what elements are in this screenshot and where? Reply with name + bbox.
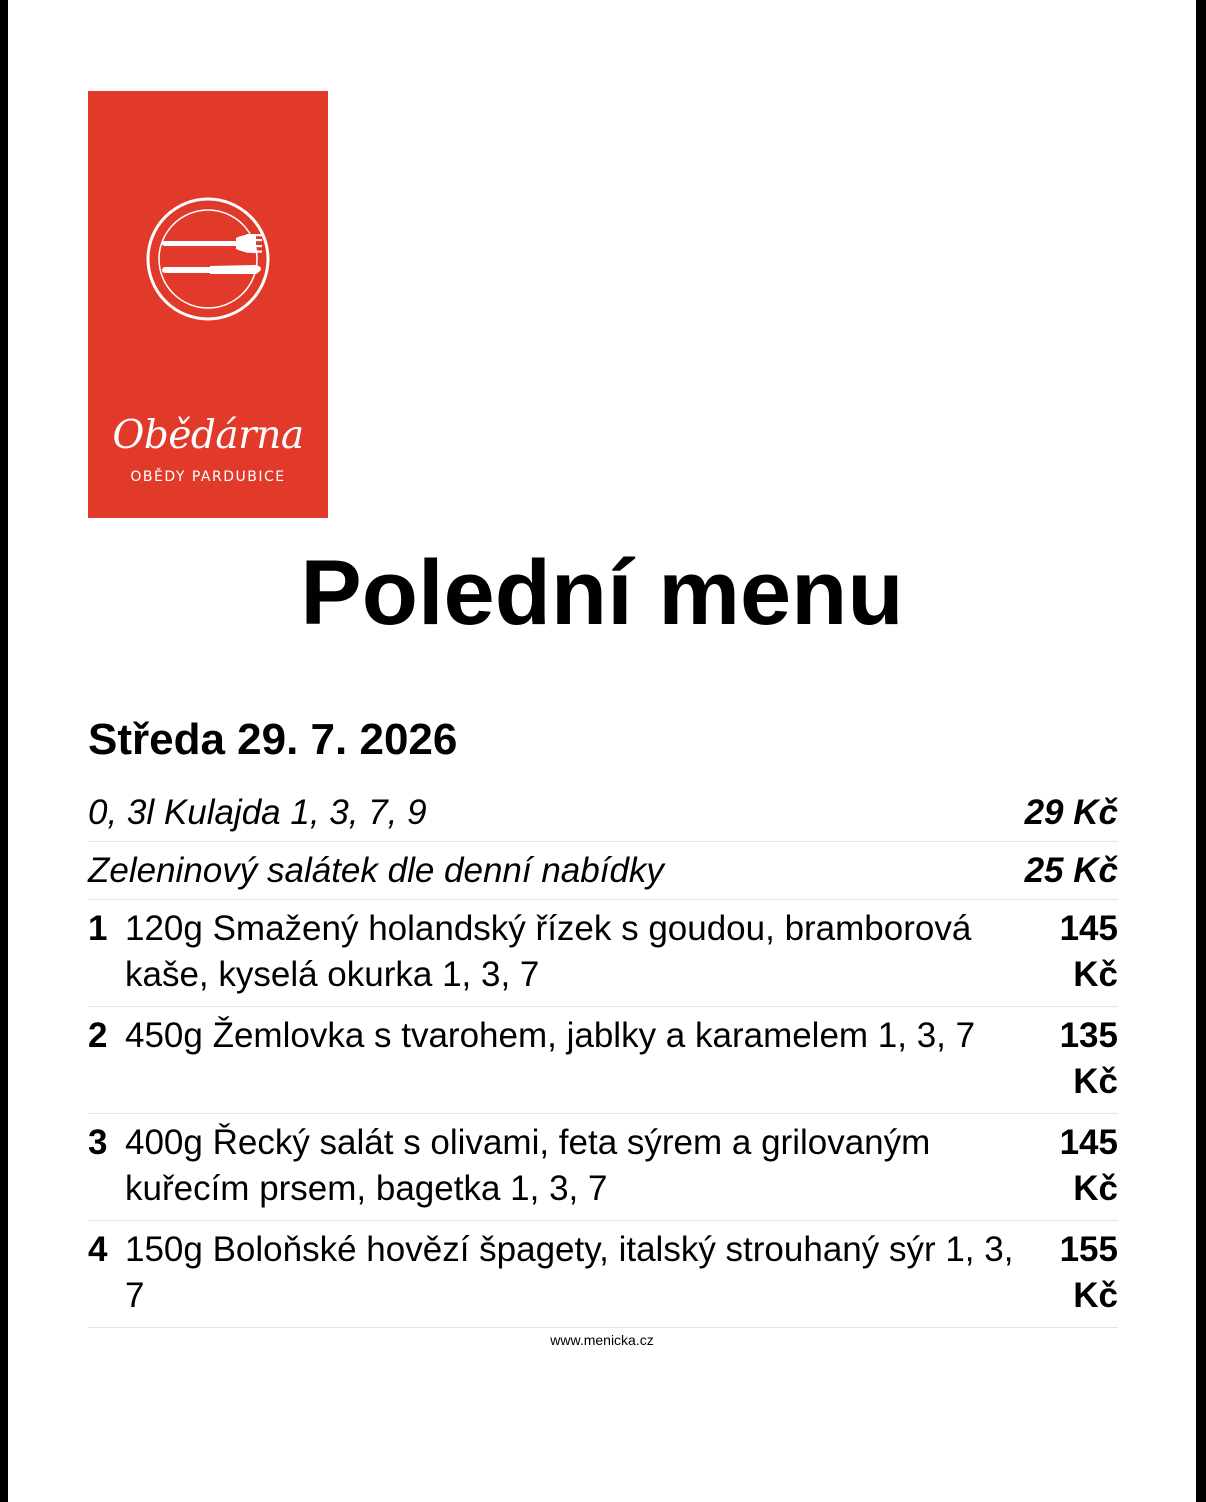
item-description: Zeleninový salátek dle denní nabídky (88, 850, 664, 890)
meal-number: 4 (88, 1230, 108, 1269)
restaurant-logo (88, 91, 328, 518)
logo-subtitle: OBĚDY PARDUBICE (130, 469, 286, 485)
item-description: 0, 3l Kulajda 1, 3, 7, 9 (88, 792, 427, 832)
item-description: 400g Řecký salát s olivami, feta sýrem a grilovaným kuřecím prsem, bagetka 1, 3, 7 (125, 1123, 931, 1208)
list-item (88, 900, 1118, 1007)
menu-list (88, 784, 1118, 1328)
list-item (88, 1007, 1118, 1114)
item-description: 450g Žemlovka s tvarohem, jablky a karamelem 1, 3, 7 (125, 1016, 976, 1055)
list-item (88, 1221, 1118, 1328)
menu-page (8, 0, 1196, 1502)
item-price: 145 Kč (1059, 909, 1118, 994)
list-item (88, 1114, 1118, 1221)
list-item (88, 842, 1118, 900)
logo-name: Obědárna (112, 413, 304, 458)
item-price: 25 Kč (1024, 850, 1118, 890)
item-price: 29 Kč (1024, 792, 1118, 832)
item-description: 120g Smažený holandský řízek s goudou, bramborová kaše, kyselá okurka 1, 3, 7 (125, 909, 972, 994)
meal-number: 2 (88, 1016, 108, 1055)
meal-number: 3 (88, 1123, 108, 1162)
list-item (88, 784, 1118, 842)
menu-date: Středa 29. 7. 2026 (88, 715, 458, 764)
page-title: Polední menu (300, 542, 904, 644)
meal-number: 1 (88, 909, 108, 948)
item-description: 150g Boloňské hovězí špagety, italský strouhaný sýr 1, 3, 7 (125, 1230, 1014, 1315)
footer-link[interactable]: www.menicka.cz (550, 1332, 654, 1348)
item-price: 145 Kč (1059, 1123, 1118, 1208)
item-price: 135 Kč (1059, 1016, 1118, 1101)
item-price: 155 Kč (1059, 1230, 1118, 1315)
